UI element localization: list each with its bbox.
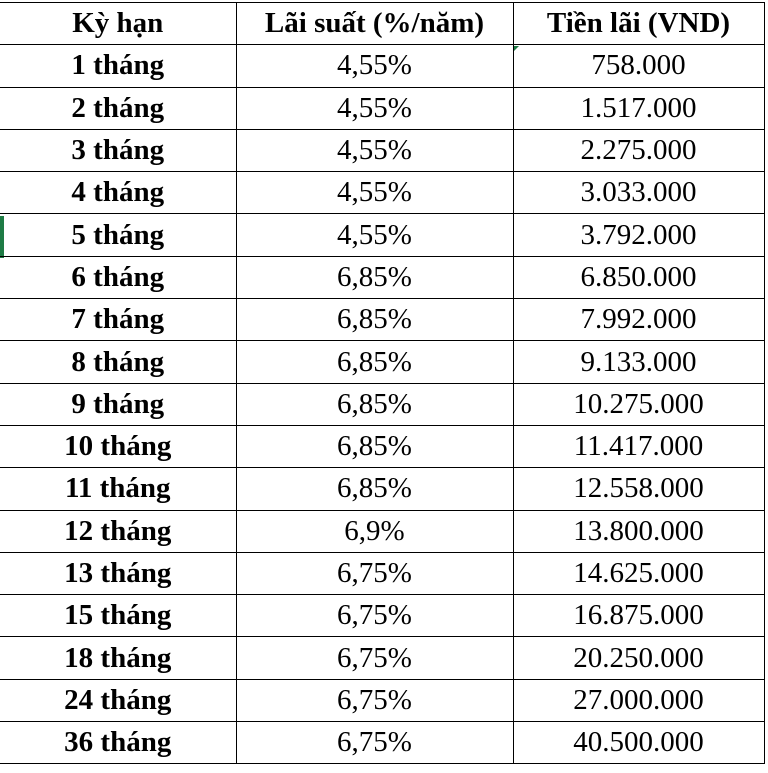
rate-cell[interactable]: 6,85% (236, 425, 513, 467)
term-cell[interactable]: 12 tháng (0, 510, 236, 552)
term-cell[interactable]: 13 tháng (0, 552, 236, 594)
interest-cell[interactable]: 758.000 (513, 45, 764, 87)
table-row (0, 256, 764, 298)
table-row (0, 341, 764, 383)
rate-cell[interactable]: 6,75% (236, 552, 513, 594)
interest-cell[interactable]: 6.850.000 (513, 256, 764, 298)
term-cell[interactable]: 9 tháng (0, 383, 236, 425)
interest-cell[interactable]: 13.800.000 (513, 510, 764, 552)
term-cell[interactable]: 1 tháng (0, 45, 236, 87)
term-cell[interactable]: 7 tháng (0, 299, 236, 341)
table-row (0, 552, 764, 594)
interest-cell[interactable]: 40.500.000 (513, 722, 764, 764)
rate-cell[interactable]: 6,75% (236, 722, 513, 764)
interest-cell[interactable]: 1.517.000 (513, 87, 764, 129)
rate-cell[interactable]: 6,75% (236, 679, 513, 721)
table-row (0, 595, 764, 637)
rate-cell[interactable]: 6,85% (236, 256, 513, 298)
table-row (0, 214, 764, 256)
term-cell[interactable]: 18 tháng (0, 637, 236, 679)
table-row (0, 129, 764, 171)
rate-cell[interactable]: 6,75% (236, 595, 513, 637)
rate-cell[interactable]: 6,85% (236, 341, 513, 383)
interest-cell[interactable]: 3.792.000 (513, 214, 764, 256)
table-header-row (0, 3, 764, 45)
interest-cell[interactable]: 9.133.000 (513, 341, 764, 383)
table-row (0, 172, 764, 214)
table-row (0, 468, 764, 510)
term-cell[interactable]: 24 tháng (0, 679, 236, 721)
table-row (0, 425, 764, 467)
interest-rate-table (0, 2, 765, 764)
header-interest[interactable]: Tiền lãi (VND) (513, 3, 764, 45)
term-cell[interactable]: 11 tháng (0, 468, 236, 510)
rate-cell[interactable]: 4,55% (236, 214, 513, 256)
term-cell[interactable]: 10 tháng (0, 425, 236, 467)
interest-cell[interactable]: 12.558.000 (513, 468, 764, 510)
interest-cell[interactable]: 16.875.000 (513, 595, 764, 637)
rate-cell[interactable]: 4,55% (236, 172, 513, 214)
rate-cell[interactable]: 4,55% (236, 45, 513, 87)
table-row (0, 45, 764, 87)
interest-cell[interactable]: 11.417.000 (513, 425, 764, 467)
table-row (0, 637, 764, 679)
interest-cell[interactable]: 20.250.000 (513, 637, 764, 679)
interest-cell[interactable]: 27.000.000 (513, 679, 764, 721)
term-cell[interactable]: 2 tháng (0, 87, 236, 129)
interest-cell[interactable]: 7.992.000 (513, 299, 764, 341)
interest-cell[interactable]: 14.625.000 (513, 552, 764, 594)
interest-cell[interactable]: 2.275.000 (513, 129, 764, 171)
rate-cell[interactable]: 4,55% (236, 87, 513, 129)
rate-cell[interactable]: 6,75% (236, 637, 513, 679)
term-cell[interactable]: 3 tháng (0, 129, 236, 171)
table-row (0, 679, 764, 721)
table-row (0, 510, 764, 552)
rate-cell[interactable]: 6,85% (236, 299, 513, 341)
header-rate[interactable]: Lãi suất (%/năm) (236, 3, 513, 45)
term-cell[interactable]: 15 tháng (0, 595, 236, 637)
term-cell[interactable]: 36 tháng (0, 722, 236, 764)
rate-cell[interactable]: 6,85% (236, 383, 513, 425)
interest-cell[interactable]: 10.275.000 (513, 383, 764, 425)
rate-cell[interactable]: 6,85% (236, 468, 513, 510)
interest-cell[interactable]: 3.033.000 (513, 172, 764, 214)
term-cell[interactable]: 6 tháng (0, 256, 236, 298)
term-cell[interactable]: 4 tháng (0, 172, 236, 214)
table-body (0, 45, 764, 764)
table-row (0, 299, 764, 341)
rate-cell[interactable]: 6,9% (236, 510, 513, 552)
table-row (0, 722, 764, 764)
rate-cell[interactable]: 4,55% (236, 129, 513, 171)
term-cell[interactable]: 5 tháng (0, 214, 236, 256)
header-term[interactable]: Kỳ hạn (0, 3, 236, 45)
term-cell[interactable]: 8 tháng (0, 341, 236, 383)
table-row (0, 383, 764, 425)
table-row (0, 87, 764, 129)
